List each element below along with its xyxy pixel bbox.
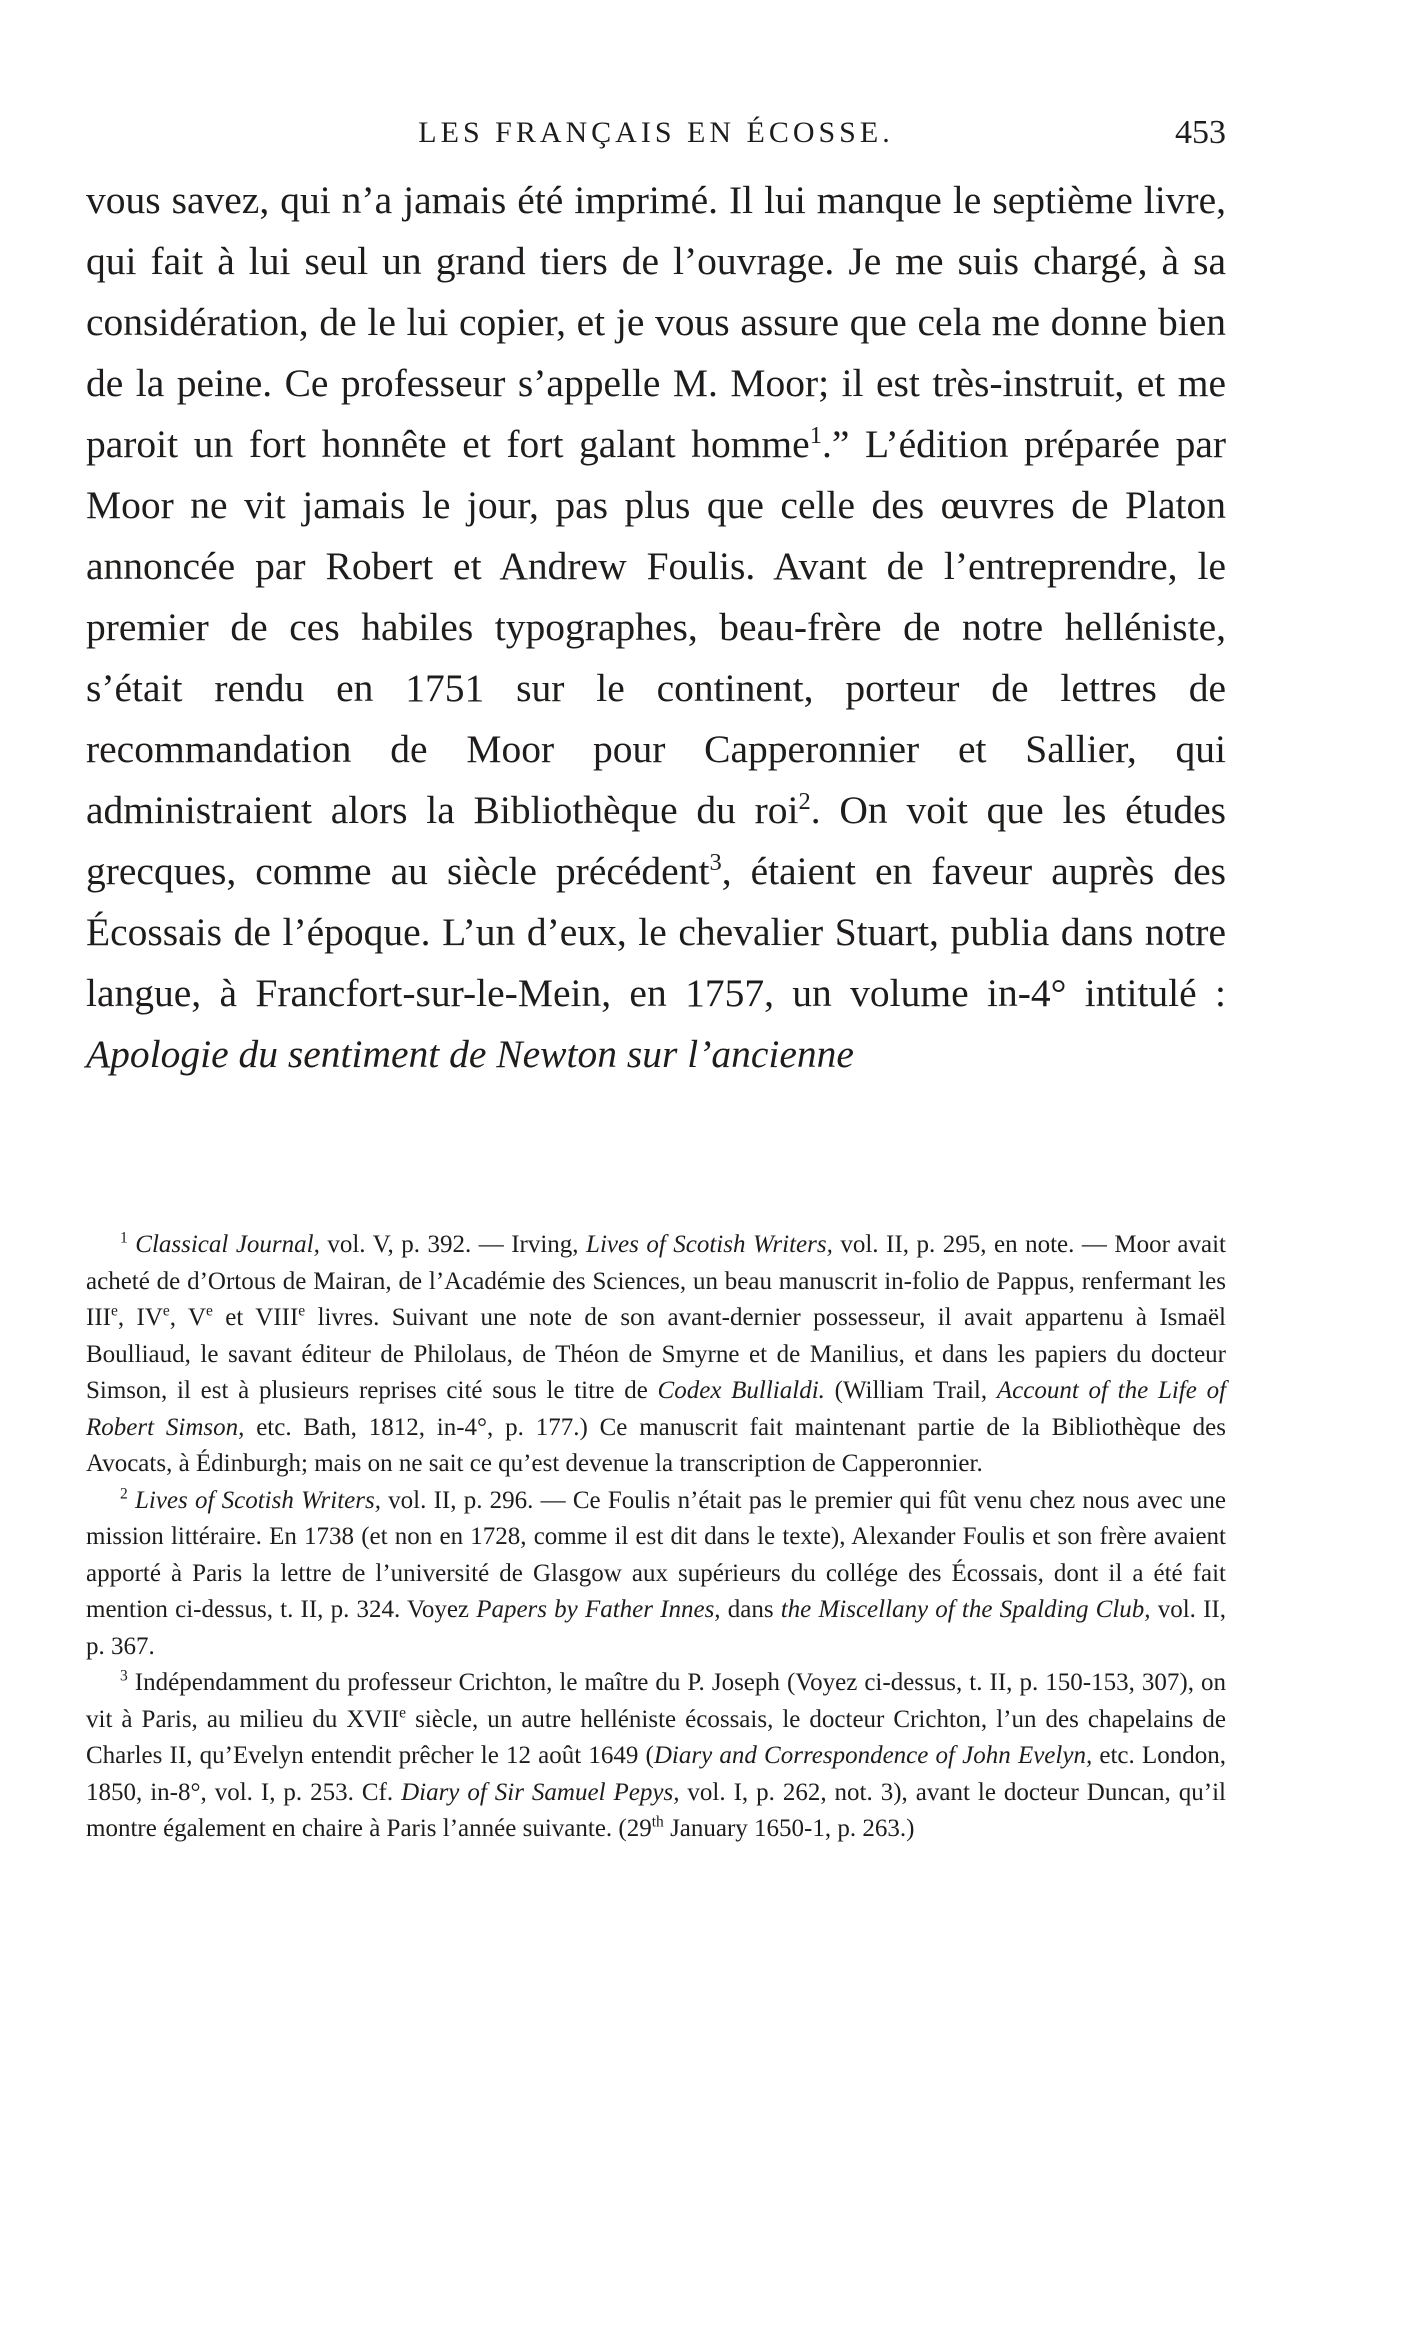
footnote-3: [86, 1665, 1226, 1848]
fn-text: dans: [720, 1596, 781, 1623]
fn-text: , V: [169, 1304, 207, 1331]
fn-italic: Account of the Life of Robert Simson,: [86, 1377, 1227, 1441]
fn-text: siècle, un autre helléniste écossais, le docteur Crichton, l’un des chapelains de Charles II, qu’Evelyn entendit prêcher le 12 août 1649 (: [86, 1705, 1226, 1769]
fn-text: (William Trail,: [824, 1377, 997, 1404]
footnote-ref-1: 1: [809, 421, 822, 449]
fn-text: etc. Bath, 1812, in-4°, p. 177.) Ce manuscrit fait maintenant partie de la Bibliothèque des Avocats, à Édinburgh; mais on ne sait ce qu’est devenue la transcription de Capperonnier.: [86, 1413, 1226, 1477]
main-text: [86, 170, 1226, 1085]
body-text-4: , étaient en faveur auprès des Écossais de l’époque. L’un d’eux, le chevalier Stuart, publia dans notre langue, à Francfort-sur-le-Mein, en 1757, un volume in-4° intitulé :: [86, 849, 1226, 1015]
fn-italic: Classical Journal,: [135, 1231, 320, 1258]
fn-text: , IV: [117, 1304, 163, 1331]
footnote-mark: 2: [120, 1485, 128, 1503]
fn-text: et VIII: [212, 1304, 299, 1331]
fn-superscript: e: [399, 1704, 407, 1722]
footnote-mark: 1: [120, 1229, 128, 1247]
fn-italic: Diary of Sir Samuel Pepys,: [401, 1778, 680, 1806]
footnote-ref-3: 3: [709, 848, 722, 876]
fn-superscript: e: [298, 1302, 306, 1320]
fn-italic: Lives of Scotish Writers,: [586, 1231, 833, 1258]
fn-text: etc. London, 1850, in-8°, vol. I, p. 253. Cf.: [86, 1742, 1226, 1806]
fn-text: vol. I, p. 262, not. 3), avant le docteur Duncan, qu’il montre également en chaire à Paris l’année suivante. (29: [86, 1778, 1226, 1842]
fn-text: vol. V, p. 392. — Irving,: [319, 1231, 587, 1258]
fn-superscript: th: [651, 1813, 664, 1831]
fn-text: livres. Suivant une note de son avant-dernier possesseur, il avait appartenu à Ismaël Boulliaud, le savant éditeur de Philolaus, de Théon de Smyrne et de Manilius, et dans les papiers du docteur Simson, il est à plusieurs reprises cité sous le titre de: [86, 1304, 1226, 1404]
fn-text: vol. II, p. 295, en note. — Moor avait acheté de d’Ortous de Mairan, de l’Académie des Sciences, un beau manuscrit in-folio de Pappus, renfermant les III: [86, 1231, 1227, 1331]
fn-superscript: e: [110, 1302, 118, 1320]
running-title: LES FRANÇAIS EN ÉCOSSE.: [418, 116, 894, 149]
fn-italic: the Miscellany of the Spalding Club,: [780, 1596, 1151, 1623]
fn-superscript: e: [162, 1302, 170, 1320]
fn-text: January 1650-1, p. 263.): [663, 1815, 915, 1842]
fn-superscript: e: [206, 1302, 213, 1320]
footnote-ref-2: 2: [798, 787, 811, 815]
footnote-2: [86, 1483, 1226, 1666]
footnote-1: [86, 1227, 1226, 1483]
book-title-italic: Apologie du sentiment de Newton sur l’ancienne: [86, 1032, 854, 1076]
fn-italic: Codex Bullialdi.: [657, 1377, 825, 1404]
running-head: [86, 113, 1226, 153]
fn-italic: Lives of Scotish Writers,: [134, 1486, 381, 1514]
fn-text: vol. II, p. 367.: [86, 1596, 1226, 1660]
body-text-3: . On voit que les études grecques, comme au siècle précédent: [86, 788, 1226, 893]
fn-italic: Diary and Correspondence of John Evelyn,: [653, 1742, 1093, 1769]
fn-italic: Papers by Father Innes,: [476, 1596, 721, 1623]
footnote-mark: 3: [120, 1667, 128, 1685]
body-text-1: vous savez, qui n’a jamais été imprimé. Il lui manque le septième livre, qui fait à lui seul un grand tiers de l’ouvrage. Je me suis chargé, à sa considération, de le lui copier, et je vous assure que cela me donne bien de la peine. Ce professeur s’appelle M. Moor; il est très-instruit, et me paroit un fort honnête et fort galant homme: [86, 178, 1226, 466]
main-paragraph: [86, 170, 1226, 1085]
footnotes: [86, 1227, 1226, 1848]
page-number: 453: [1175, 114, 1226, 151]
fn-text: Indépendamment du professeur Crichton, le maître du P. Joseph (Voyez ci-dessus, t. II, p. 150-153, 307), on vit à Paris, au milieu du XVII: [86, 1669, 1226, 1733]
body-text-2: .” L’édition préparée par Moor ne vit jamais le jour, pas plus que celle des œuvres de Platon annoncée par Robert et Andrew Foulis. Avant de l’entreprendre, le premier de ces habiles typographes, beau-frère de notre helléniste, s’était rendu en 1751 sur le continent, porteur de lettres de recommandation de Moor pour Capperonnier et Sallier, qui administraient alors la Bibliothèque du roi: [86, 422, 1227, 832]
fn-text: vol. II, p. 296. — Ce Foulis n’était pas le premier qui fût venu chez nous avec une mission littéraire. En 1738 (et non en 1728, comme il est dit dans le texte), Alexander Foulis et son frère avaient apporté à Paris la lettre de l’université de Glasgow aux supérieurs du collége des Écossais, dont il a été fait mention ci-dessus, t. II, p. 324. Voyez: [86, 1486, 1226, 1623]
